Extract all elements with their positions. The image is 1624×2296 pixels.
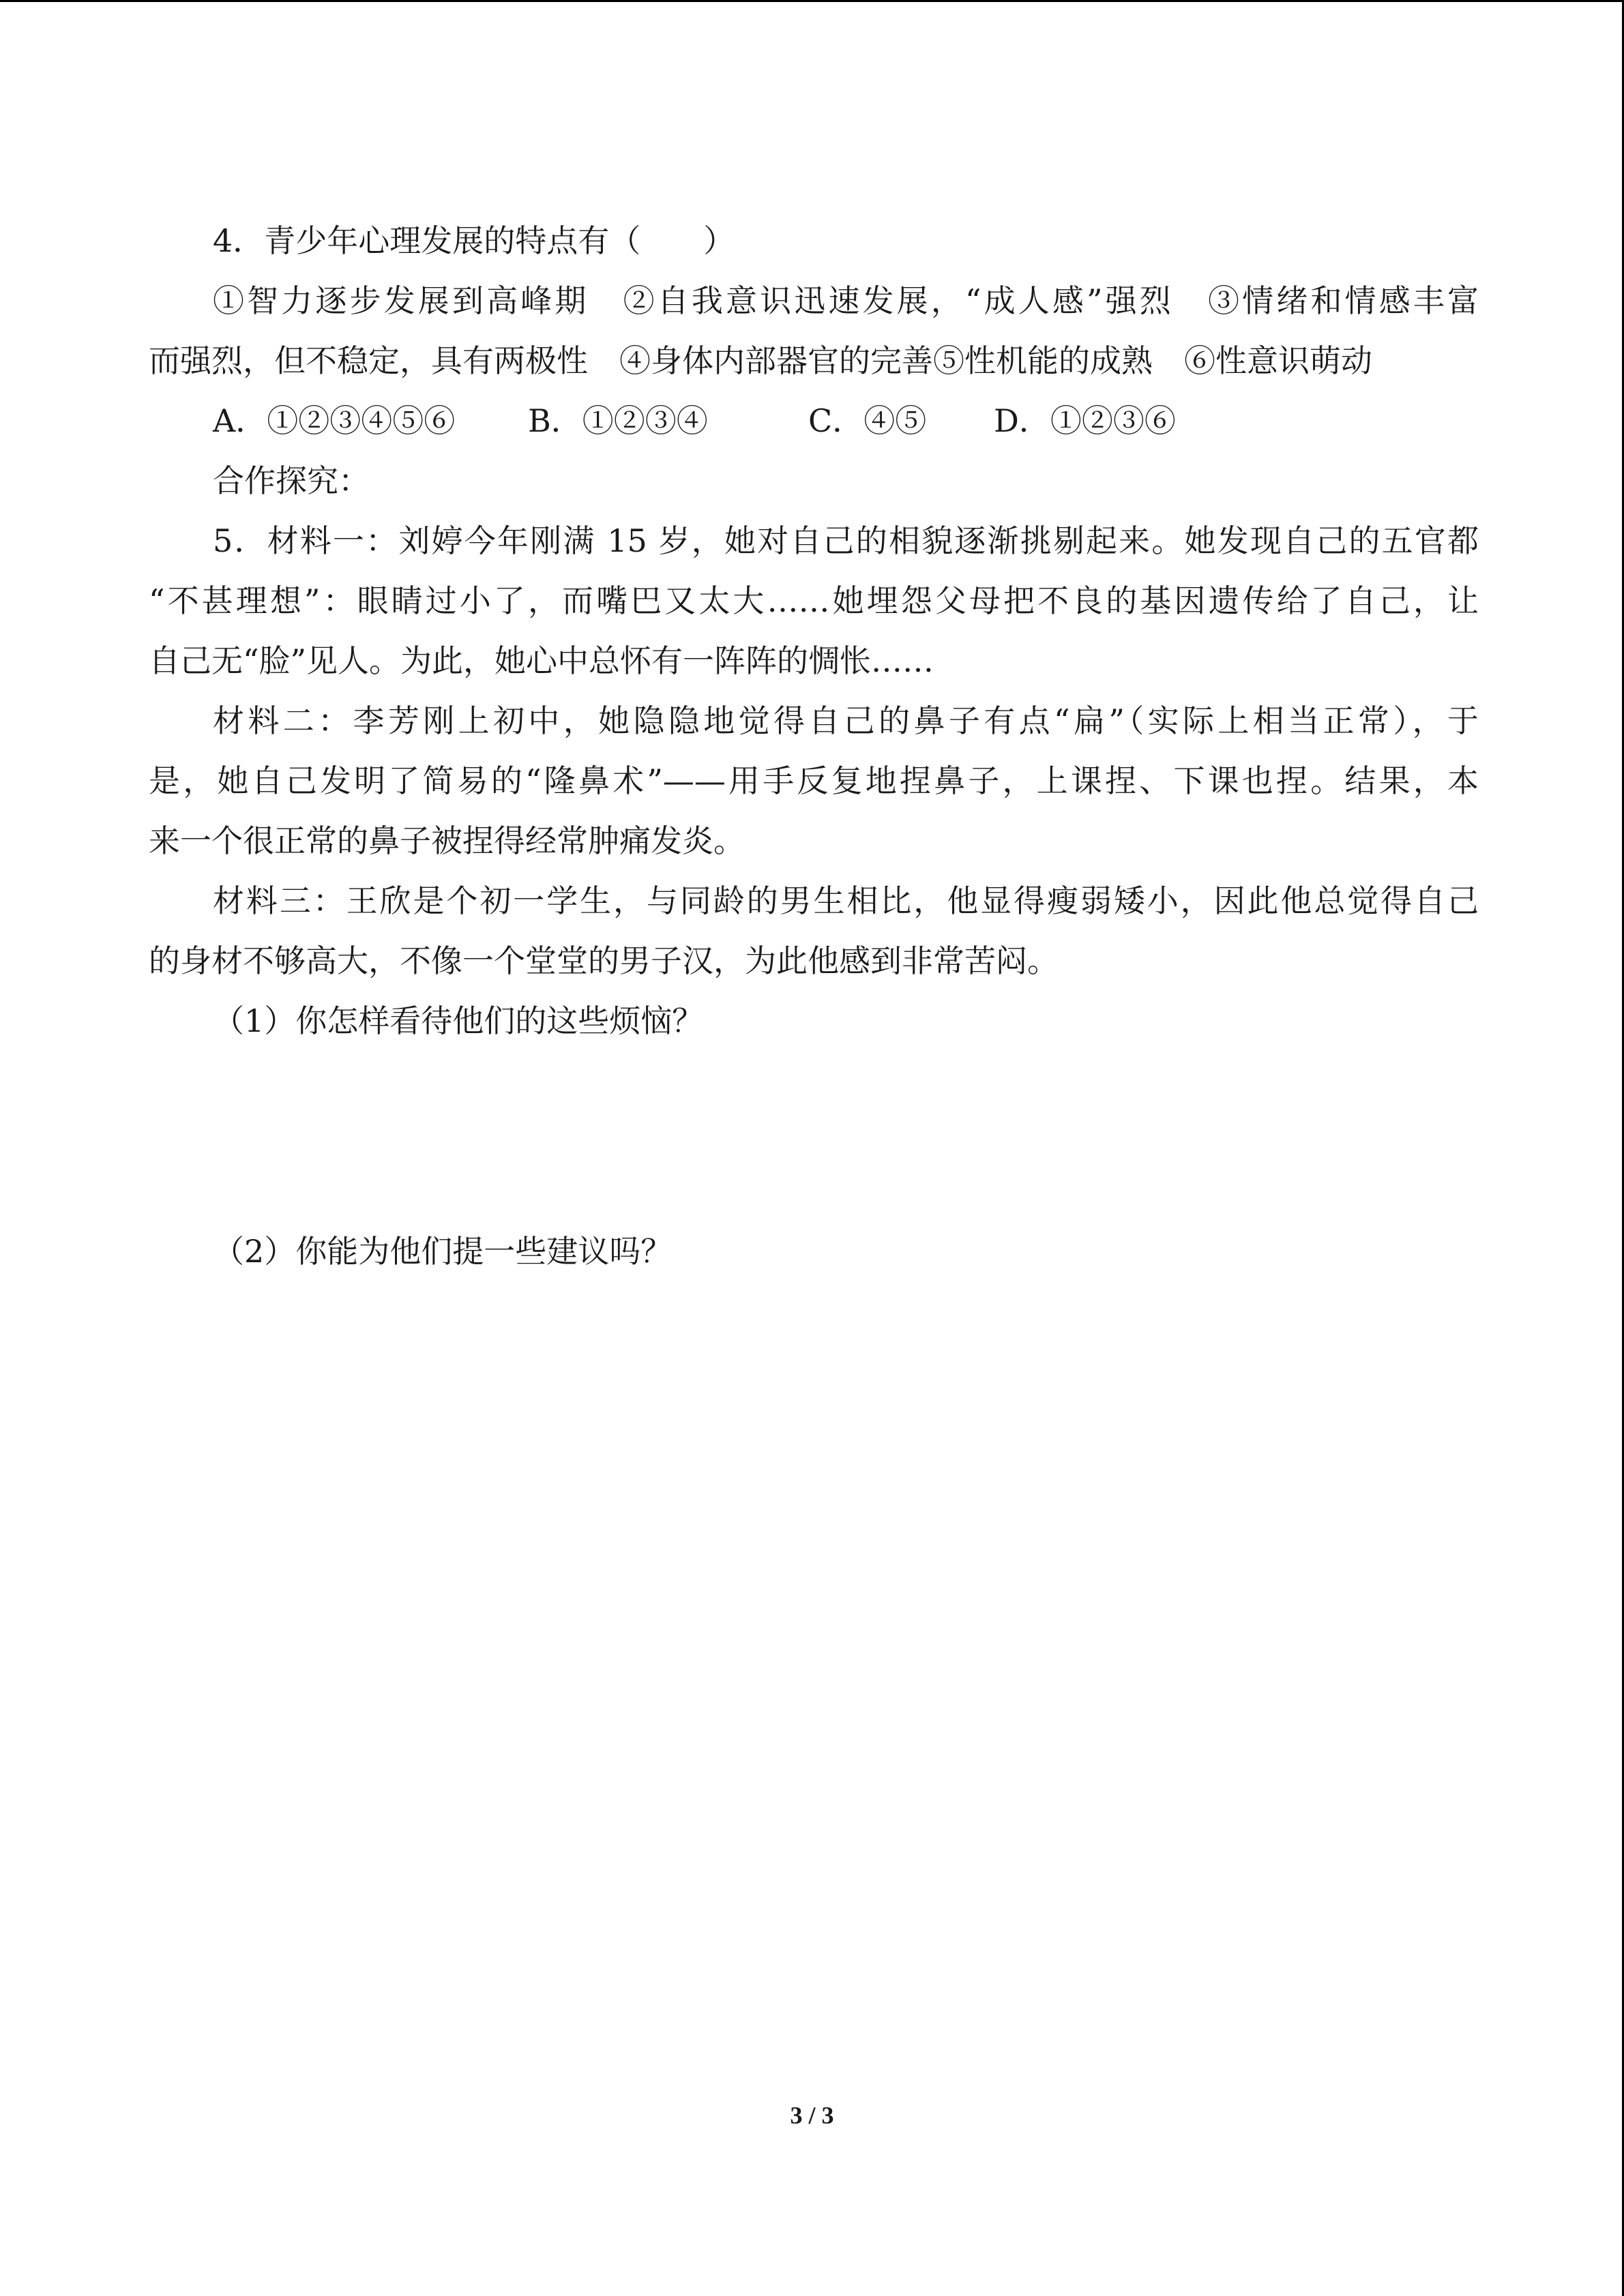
material-1-line-3: 自己无“脸”见人。为此，她心中总怀有一阵阵的惆怅…… — [149, 642, 934, 679]
answer-space-1 — [149, 1051, 1479, 1221]
option-a: A．①②③④⑤⑥ — [213, 402, 456, 439]
material-3-line-2: 的身材不够高大，不像一个堂堂的男子汉，为此他感到非常苦闷。 — [149, 942, 1059, 979]
material-1-line-1: 5．材料一：刘婷今年刚满 15 岁，她对自己的相貌逐渐挑剔起来。她发现自己的五官都 — [213, 522, 1479, 559]
option-b: B．①②③④ — [528, 402, 708, 439]
option-d: D．①②③⑥ — [994, 402, 1176, 439]
section-heading: 合作探究： — [213, 462, 370, 499]
question-4-stem: 4．青少年心理发展的特点有（ ） — [213, 222, 735, 259]
material-1-line-2: “不甚理想”：眼睛过小了，而嘴巴又太大……她埋怨父母把不良的基因遗传给了自己，让 — [149, 582, 1479, 619]
option-c: C．④⑤ — [808, 402, 927, 439]
question-4-options — [149, 391, 1479, 451]
page-number: 3 / 3 — [790, 2102, 834, 2129]
question-4-items-line-1: ①智力逐步发展到高峰期 ②自我意识迅速发展，“成人感”强烈 ③情绪和情感丰富 — [213, 282, 1479, 319]
question-4-items-line-2: 而强烈，但不稳定，具有两极性 ④身体内部器官的完善⑤性机能的成熟 ⑥性意识萌动 — [149, 342, 1372, 379]
document-body — [149, 211, 1479, 1281]
material-3-line-1: 材料三：王欣是个初一学生，与同龄的男生相比，他显得瘦弱矮小，因此他总觉得自己 — [213, 882, 1479, 919]
material-2-line-1: 材料二：李芳刚上初中，她隐隐地觉得自己的鼻子有点“扁”（实际上相当正常），于 — [213, 702, 1479, 739]
sub-question-1: （1）你怎样看待他们的这些烦恼？ — [213, 1002, 704, 1039]
material-2-line-3: 来一个很正常的鼻子被捏得经常肿痛发炎。 — [149, 822, 745, 859]
material-2-line-2: 是，她自己发明了简易的“隆鼻术”——用手反复地捏鼻子，上课捏、下课也捏。结果，本 — [149, 762, 1479, 799]
sub-question-2: （2）你能为他们提一些建议吗？ — [213, 1233, 673, 1270]
